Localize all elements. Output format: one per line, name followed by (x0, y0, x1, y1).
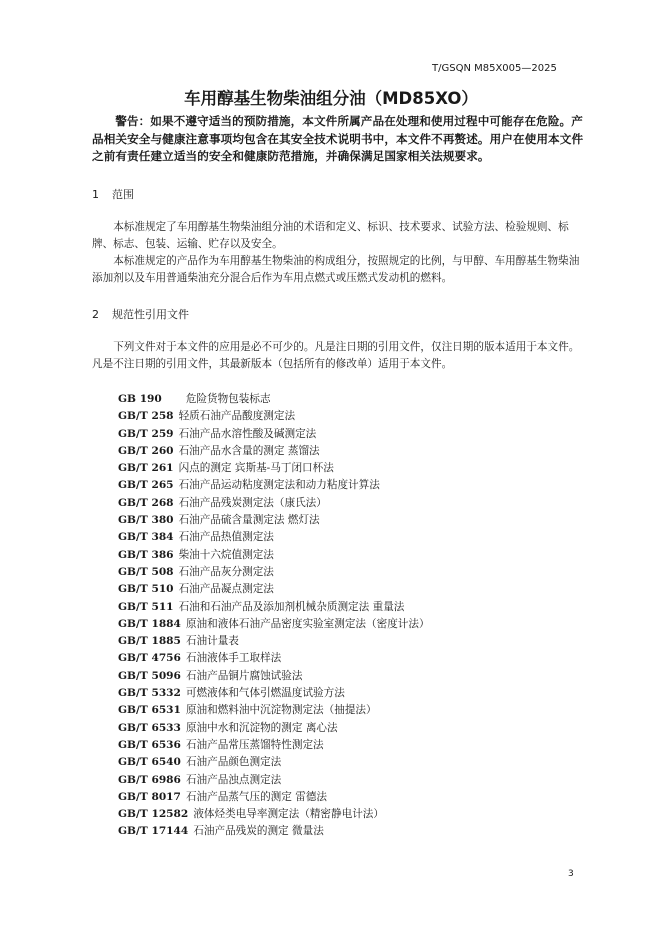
reference-code: GB/T 5096 (118, 669, 181, 682)
reference-title: 原油和燃料油中沉淀物测定法（抽提法） (185, 704, 377, 717)
reference-code: GB/T 8017 (118, 790, 181, 803)
reference-code: GB/T 6531 (118, 704, 181, 717)
reference-title: 石油和石油产品及添加剂机械杂质测定法 重量法 (178, 600, 405, 613)
reference-title: 原油和液体石油产品密度实验室测定法（密度计法） (185, 617, 430, 630)
reference-title: 石油液体手工取样法 (185, 652, 282, 665)
reference-title: 闪点的测定 宾斯基-马丁闭口杯法 (178, 462, 334, 475)
reference-title: 石油产品残炭的测定 微量法 (193, 825, 324, 838)
reference-item (118, 581, 430, 598)
reference-code: GB/T 1884 (118, 617, 181, 630)
reference-code: GB/T 6540 (118, 756, 181, 769)
warning-paragraph: 警告：如果不遵守适当的预防措施，本文件所属产品在处理和使用过程中可能存在危险。产品相关安全与健康注意事项均包含在其安全技术说明书中，本文件不再赘述。用户在使用本文件之前有责任建立适当的安全和健康防范措施，并确保满足国家相关法规要求。 (92, 114, 584, 163)
reference-code: GB/T 6986 (118, 773, 181, 786)
reference-code: GB/T 265 (118, 479, 174, 492)
reference-item (118, 512, 430, 529)
reference-item (118, 477, 430, 494)
reference-code: GB/T 6536 (118, 738, 181, 751)
reference-code: GB 190 (118, 393, 162, 405)
reference-item (118, 754, 430, 771)
reference-item (118, 772, 430, 789)
reference-code: GB/T 380 (118, 514, 174, 527)
reference-item (118, 426, 430, 443)
reference-item (118, 391, 430, 408)
reference-item (118, 720, 430, 737)
section-2-heading (92, 306, 189, 322)
reference-title: 石油计量表 (185, 635, 239, 648)
reference-code: GB/T 510 (118, 583, 174, 596)
document-title: 车用醇基生物柴油组分油（MD85XO） (184, 89, 478, 108)
reference-code: GB/T 258 (118, 410, 174, 423)
section-2-title: 规范性引用文件 (112, 308, 189, 321)
reference-code: GB/T 260 (118, 444, 174, 457)
section-1-paragraph-2: 本标准规定的产品作为车用醇基生物柴油的构成组分，按照规定的比例，与甲醇、车用醇基生物柴油添加剂以及车用普通柴油充分混合后作为车用点燃式或压燃式发动机的燃料。 (92, 255, 580, 285)
reference-item (118, 702, 430, 719)
reference-code: GB/T 1885 (118, 635, 181, 648)
reference-code: GB/T 508 (118, 565, 174, 578)
reference-item (118, 633, 430, 650)
reference-code: GB/T 4756 (118, 652, 181, 665)
reference-item (118, 685, 430, 702)
reference-title: 石油产品残炭测定法（康氏法） (178, 496, 327, 509)
reference-title: 石油产品运动粘度测定法和动力粘度计算法 (178, 479, 380, 492)
reference-title: 石油产品灰分测定法 (178, 565, 274, 578)
reference-code: GB/T 259 (118, 427, 174, 440)
reference-title: 石油产品水溶性酸及碱测定法 (178, 427, 317, 440)
reference-title: 原油中水和沉淀物的测定 离心法 (185, 721, 338, 734)
reference-code: GB/T 384 (118, 531, 174, 544)
standard-number: T/GSQN M85X005—2025 (432, 63, 557, 74)
reference-code: GB/T 6533 (118, 721, 181, 734)
reference-code: GB/T 17144 (118, 825, 189, 838)
reference-title: 石油产品铜片腐蚀试验法 (185, 669, 303, 682)
reference-code: GB/T 261 (118, 462, 174, 475)
reference-item (118, 806, 430, 823)
reference-item (118, 599, 430, 616)
reference-list (118, 391, 430, 841)
reference-item (118, 460, 430, 477)
reference-item (118, 789, 430, 806)
reference-title: 石油产品常压蒸馏特性测定法 (185, 738, 324, 751)
reference-title: 石油产品浊点测定法 (185, 773, 282, 786)
reference-item (118, 564, 430, 581)
section-2-number: 2 (92, 308, 99, 321)
reference-title: 石油产品凝点测定法 (178, 583, 274, 596)
section-1-title: 范围 (112, 188, 134, 201)
reference-code: GB/T 12582 (118, 808, 189, 821)
reference-code: GB/T 511 (118, 600, 174, 613)
reference-code: GB/T 5332 (118, 687, 181, 700)
reference-title: 液体烃类电导率测定法（精密静电计法） (193, 808, 384, 821)
reference-item (118, 668, 430, 685)
reference-title: 柴油十六烷值测定法 (178, 548, 274, 561)
reference-title: 石油产品颜色测定法 (185, 756, 282, 769)
reference-title: 可燃液体和气体引燃温度试验方法 (185, 687, 345, 700)
section-1-paragraph-1: 本标准规定了车用醇基生物柴油组分油的术语和定义、标识、技术要求、试验方法、检验规则、标牌、标志、包装、运输、贮存以及安全。 (92, 221, 569, 251)
reference-item (118, 408, 430, 425)
reference-title: 石油产品水含量的测定 蒸馏法 (178, 444, 320, 457)
reference-item (118, 495, 430, 512)
section-1-heading (92, 186, 134, 202)
reference-title: 轻质石油产品酸度测定法 (178, 410, 296, 423)
reference-item (118, 443, 430, 460)
section-1-number: 1 (92, 188, 99, 201)
reference-item (118, 529, 430, 546)
page-number: 3 (568, 869, 574, 879)
reference-code: GB/T 386 (118, 548, 174, 561)
reference-item (118, 737, 430, 754)
reference-title: 石油产品热值测定法 (178, 531, 274, 544)
reference-item (118, 823, 430, 840)
reference-title: 危险货物包装标志 (185, 393, 271, 405)
reference-item (118, 547, 430, 564)
reference-title: 石油产品蒸气压的测定 雷德法 (185, 790, 328, 803)
reference-item (118, 650, 430, 667)
section-2-intro: 下列文件对于本文件的应用是必不可少的。凡是注日期的引用文件，仅注日期的版本适用于本文件。凡是不注日期的引用文件，其最新版本（包括所有的修改单）适用于本文件。 (92, 341, 580, 371)
reference-code: GB/T 268 (118, 496, 174, 509)
reference-title: 石油产品硫含量测定法 燃灯法 (178, 514, 320, 527)
reference-item (118, 616, 430, 633)
